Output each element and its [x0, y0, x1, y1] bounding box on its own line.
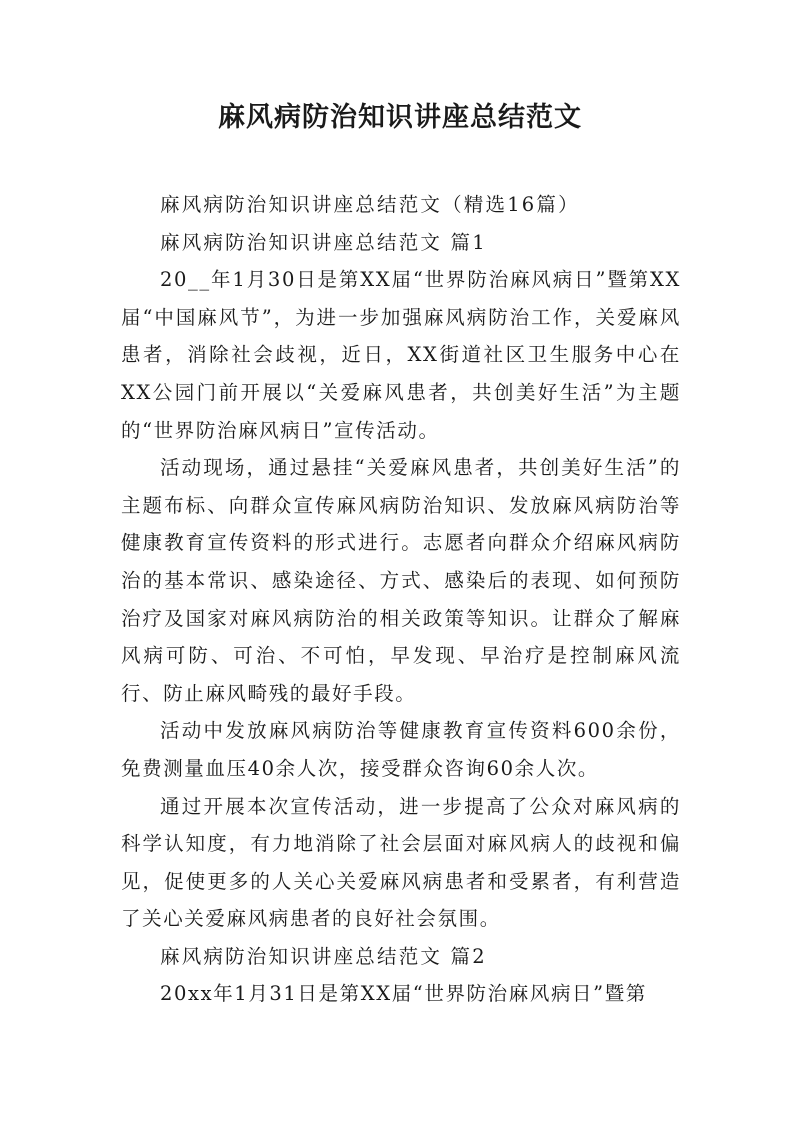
body-paragraph: 活动中发放麻风病防治等健康教育宣传资料600余份，免费测量血压40余人次，接受群众咨询60余人次。	[121, 719, 681, 780]
body-paragraph: 活动现场，通过悬挂“关爱麻风患者，共创美好生活”的主题布标、向群众宣传麻风病防治知识、发放麻风病防治等健康教育宣传资料的形式进行。志愿者向群众介绍麻风病防治的基本常识、感染途径、方式、感染后的表现、如何预防治疗及国家对麻风病防治的相关政策等知识。让群众了解麻风病可防、可治、不可怕，早发现、早治疗是控制麻风流行、防止麻风畸残的最好手段。	[121, 456, 681, 705]
body-paragraph: 通过开展本次宣传活动，进一步提高了公众对麻风病的科学认知度，有力地消除了社会层面对麻风病人的歧视和偏见，促使更多的人关心关爱麻风病患者和受累者，有利营造了关心关爱麻风病患者的良好社会氛围。	[121, 794, 681, 931]
body-paragraph: 20xx年1月31日是第XX届“世界防治麻风病日”暨第	[160, 982, 647, 1006]
body-paragraph: 20__年1月30日是第XX届“世界防治麻风病日”暨第XX届“中国麻风节”，为进一步加强麻风病防治工作，关爱麻风患者，消除社会歧视，近日，XX街道社区卫生服务中心在XX公园门前开展以“关爱麻风患者，共创美好生活”为主题的“世界防治麻风病日”宣传活动。	[121, 268, 681, 442]
document-title: 麻风病防治知识讲座总结范文	[218, 102, 582, 133]
collection-subtitle: 麻风病防治知识讲座总结范文（精选16篇）	[160, 193, 580, 216]
section-heading-2: 麻风病防治知识讲座总结范文 篇2	[160, 944, 487, 968]
document-body	[121, 186, 681, 1013]
section-heading-1: 麻风病防治知识讲座总结范文 篇1	[160, 230, 487, 254]
